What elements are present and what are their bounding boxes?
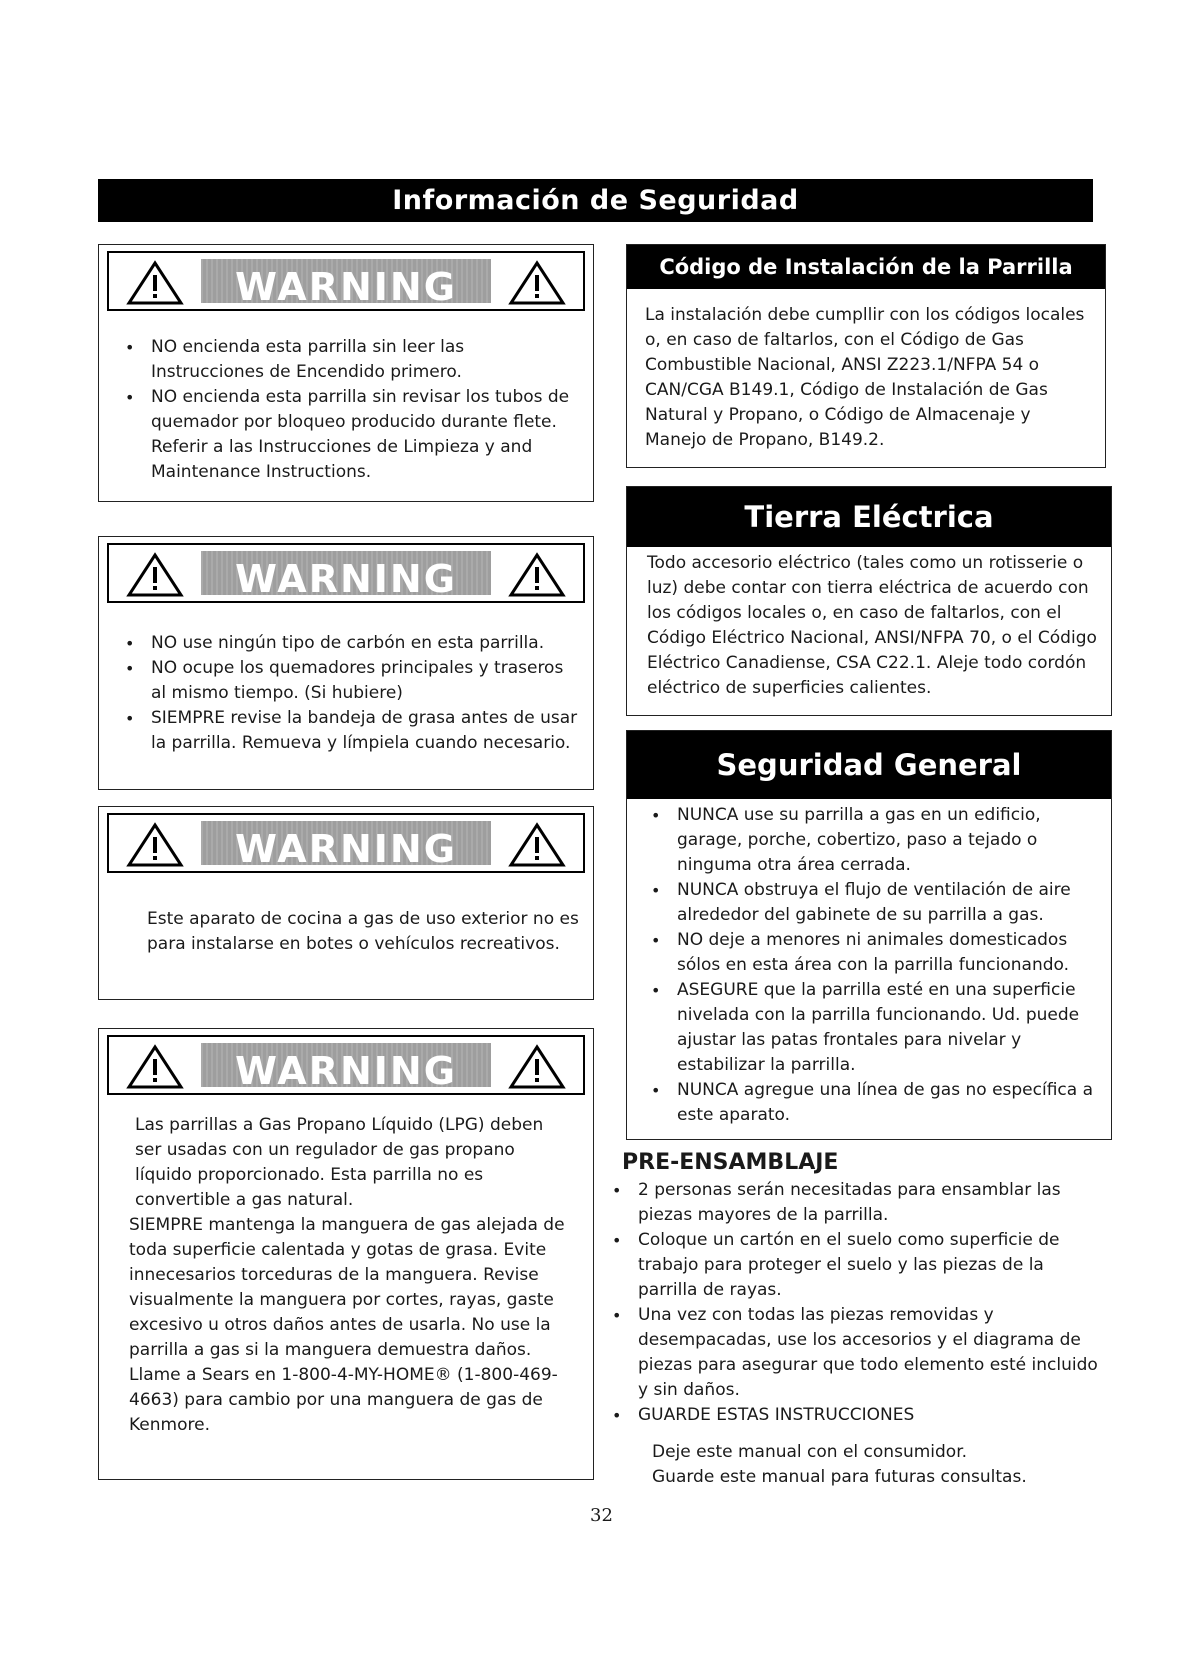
warning-text-hose: SIEMPRE mantenga la manguera de gas alejada de toda superficie calentada y gotas de grasa. Evite innecesarios torceduras de la manguera. Revise visualmente la manguera por cortes, rayas, gaste excesivo u otros daños antes de usarla. No use la parrilla a gas si la manguera demuestra daños. Llame a Sears en 1-800-4-MY-HOME® (1-800-469-4663) para cambio por una manguera de gas de Kenmore.	[129, 1215, 565, 1435]
warning-list	[121, 631, 583, 756]
warning-box-4	[98, 1028, 594, 1480]
warning-header	[107, 813, 585, 873]
warning-triangle-icon	[507, 1043, 567, 1091]
list-item: • NO encienda esta parrilla sin leer las Instrucciones de Encendido primero.	[121, 335, 579, 385]
list-item: • NUNCA use su parrilla a gas en un edificio, garage, porche, cobertizo, paso a tejado o ninguma otra área cerrada.	[647, 803, 1103, 878]
warning-text-lpg: Las parrillas a Gas Propano Líquido (LPG) deben ser usadas con un regulador de gas propano líquido proporcionado. Esta parrilla no es convertible a gas natural.	[135, 1115, 544, 1210]
general-list	[647, 803, 1103, 1128]
warning-triangle-icon	[125, 821, 185, 869]
page-title: Información de Seguridad	[98, 179, 1093, 222]
codigo-section	[626, 244, 1106, 468]
list-item: • NO use ningún tipo de carbón en esta parrilla.	[121, 631, 583, 656]
warning-triangle-icon	[507, 551, 567, 599]
warning-box-2	[98, 536, 594, 790]
list-item: • GUARDE ESTAS INSTRUCCIONES	[608, 1403, 1108, 1428]
list-item: • SIEMPRE revise la bandeja de grasa antes de usar la parrilla. Remueva y límpiela cuando necesario.	[121, 706, 583, 756]
pre-ensamblaje-list	[608, 1178, 1108, 1428]
warning-label: WARNING	[235, 557, 457, 601]
tierra-text: Todo accesorio eléctrico (tales como un rotisserie o luz) debe contar con tierra eléctrica de acuerdo con los códigos locales o, en caso de faltarlos, con el Código Eléctrico Nacional, ANSI/NFPA 70, o el Código Eléctrico Canadiense, CSA C22.1. Aleje todo cordón eléctrico de superficies calientes.	[647, 553, 1097, 698]
warning-triangle-icon	[125, 551, 185, 599]
list-item: • 2 personas serán necesitadas para ensamblar las piezas mayores de la parrilla.	[608, 1178, 1108, 1228]
general-title: Seguridad General	[627, 731, 1111, 799]
codigo-text: La instalación debe cumpllir con los códigos locales o, en caso de faltarlos, con el Código de Gas Combustible Nacional, ANSI Z223.1/NFPA 54 o CAN/CGA B149.1, Código de Instalación de Gas Natural y Propano, o Código de Almacenaje y Manejo de Propano, B149.2.	[645, 305, 1085, 450]
list-item: • NO deje a menores ni animales domesticados sólos en esta área con la parrilla funcionando.	[647, 928, 1103, 978]
codigo-title: Código de Instalación de la Parrilla	[627, 245, 1105, 289]
list-item: • Coloque un cartón en el suelo como superficie de trabajo para proteger el suelo y las piezas de la parrilla de rayas.	[608, 1228, 1108, 1303]
warning-list	[121, 335, 579, 485]
pre-note-2: Guarde este manual para futuras consultas.	[652, 1467, 1027, 1487]
list-item: • NO ocupe los quemadores principales y traseros al mismo tiempo. (Si hubiere)	[121, 656, 583, 706]
list-item: • NUNCA agregue una línea de gas no específica a este aparato.	[647, 1078, 1103, 1128]
warning-text: Este aparato de cocina a gas de uso exterior no es para instalarse en botes o vehículos recreativos.	[147, 909, 579, 954]
warning-label: WARNING	[235, 265, 457, 309]
warning-box-1	[98, 244, 594, 502]
warning-label: WARNING	[235, 1049, 457, 1093]
pre-ensamblaje-title: PRE-ENSAMBLAJE	[622, 1150, 839, 1175]
list-item: • Una vez con todas las piezas removidas y desempacadas, use los accesorios y el diagrama de piezas para asegurar que todo elemento esté incluido y sin daños.	[608, 1303, 1108, 1403]
warning-triangle-icon	[125, 1043, 185, 1091]
warning-triangle-icon	[507, 259, 567, 307]
warning-box-3	[98, 806, 594, 1000]
tierra-section	[626, 486, 1112, 716]
warning-label: WARNING	[235, 827, 457, 871]
warning-header	[107, 1035, 585, 1095]
warning-triangle-icon	[125, 259, 185, 307]
page-number: 32	[590, 1505, 613, 1526]
warning-header	[107, 543, 585, 603]
seguridad-general-section	[626, 730, 1112, 1140]
pre-note-1: Deje este manual con el consumidor.	[652, 1442, 968, 1462]
warning-triangle-icon	[507, 821, 567, 869]
list-item: • ASEGURE que la parrilla esté en una superficie nivelada con la parrilla funcionando. Ud. puede ajustar las patas frontales para nivelar y estabilizar la parrilla.	[647, 978, 1103, 1078]
tierra-title: Tierra Eléctrica	[627, 487, 1111, 547]
warning-header	[107, 251, 585, 311]
list-item: • NUNCA obstruya el flujo de ventilación de aire alrededor del gabinete de su parrilla a gas.	[647, 878, 1103, 928]
list-item: • NO encienda esta parrilla sin revisar los tubos de quemador por bloqueo producido durante flete. Referir a las Instrucciones de Limpieza y and Maintenance Instructions.	[121, 385, 579, 485]
